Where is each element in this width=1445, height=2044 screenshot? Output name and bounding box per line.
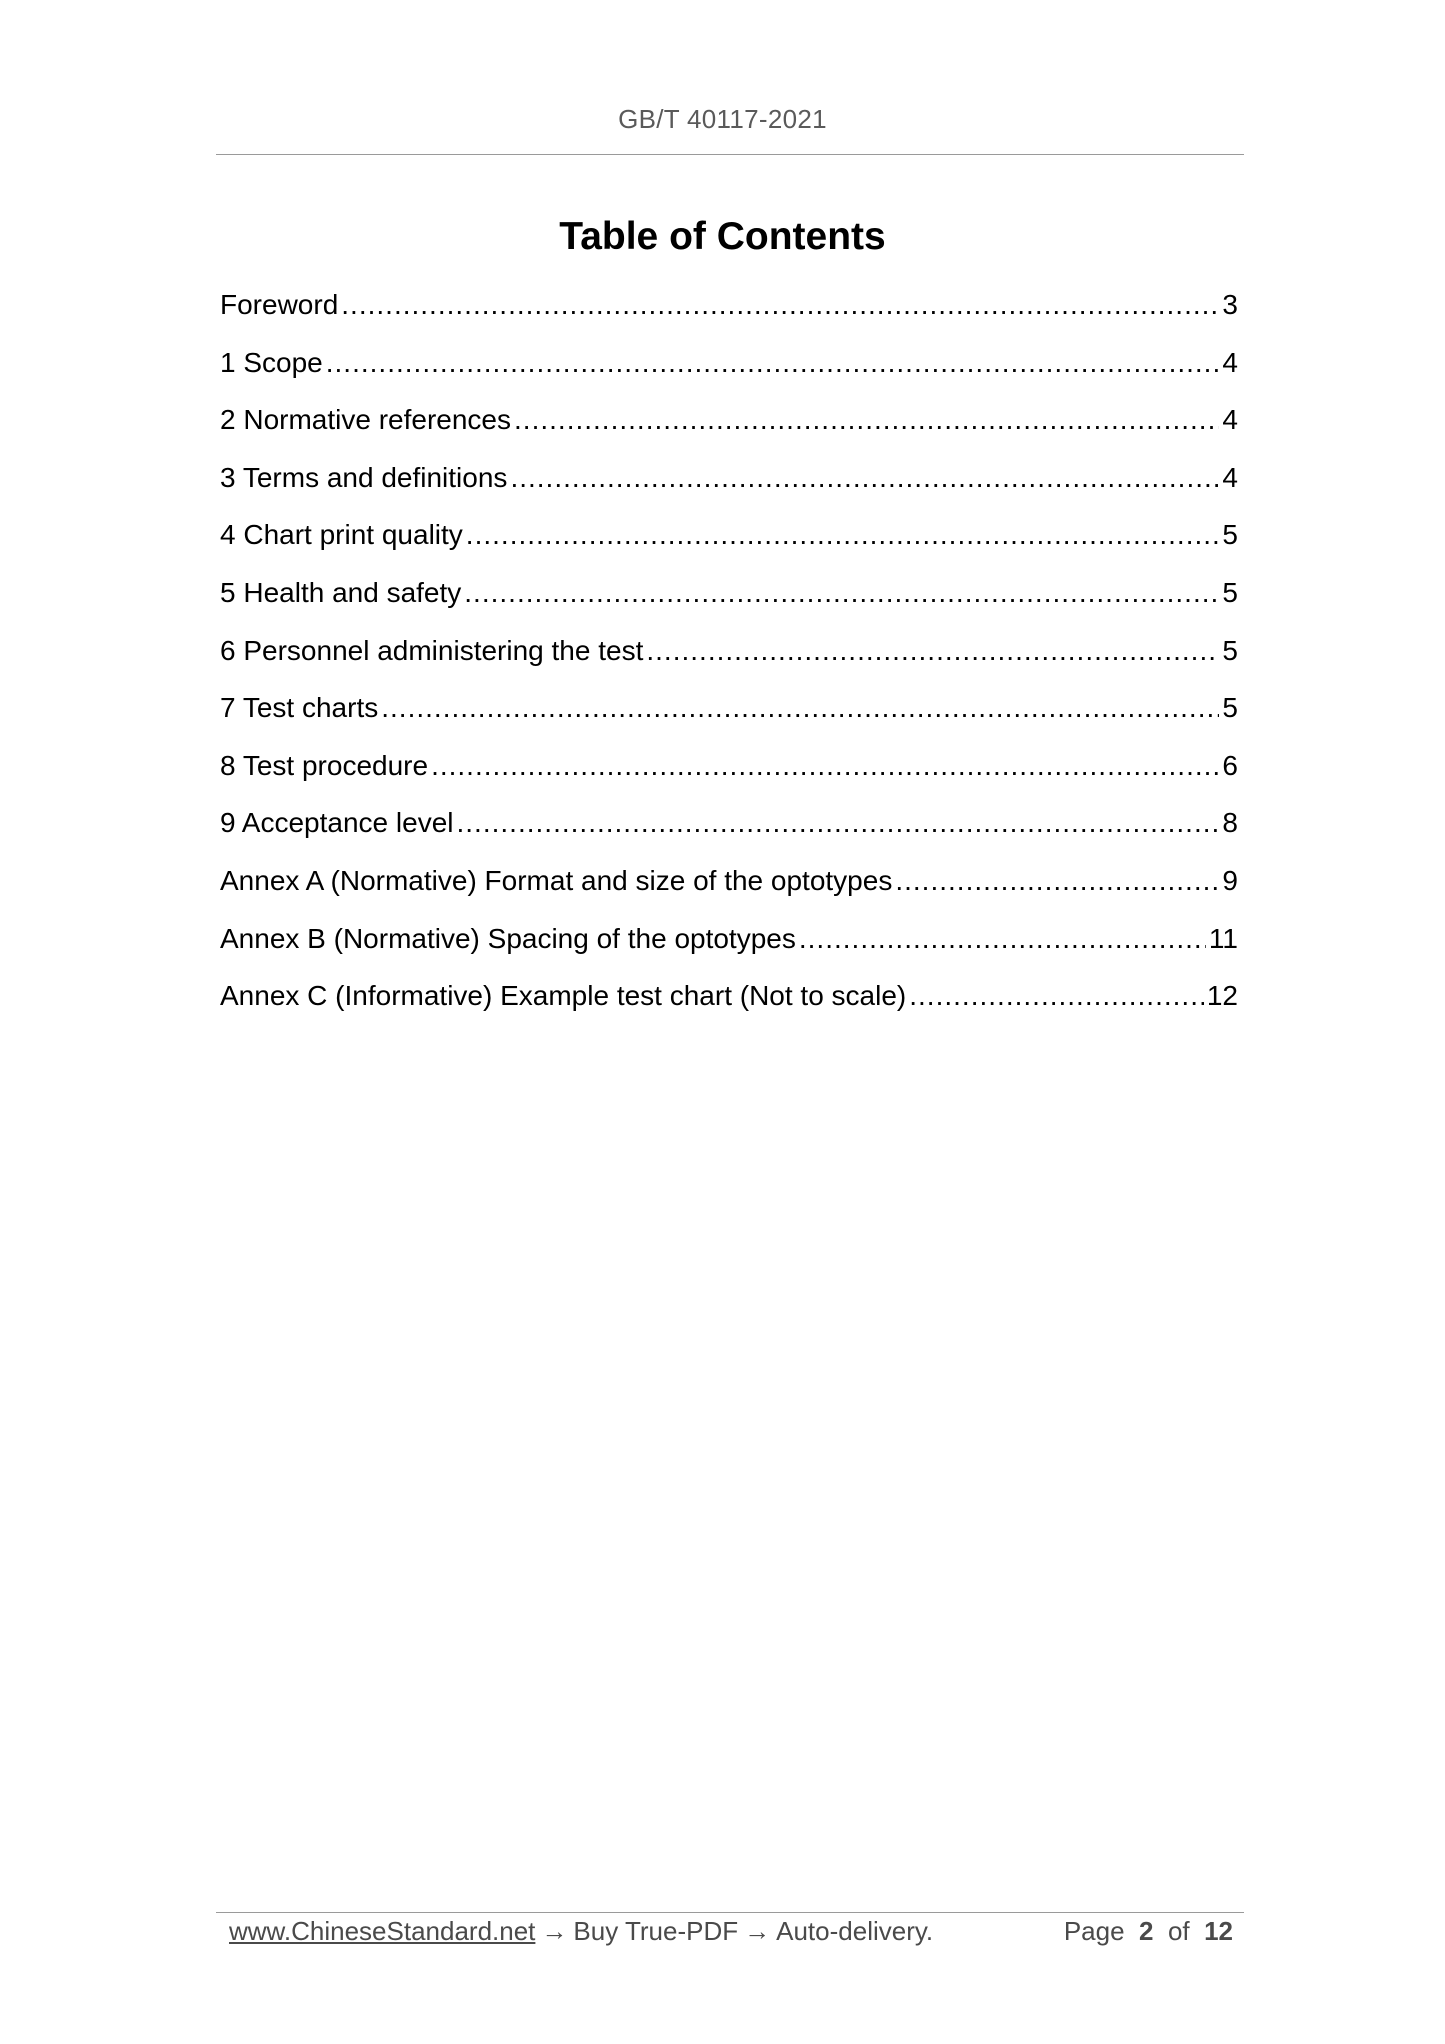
- toc-entry-label: 6 Personnel administering the test: [220, 634, 644, 666]
- toc-dot-leader: [909, 977, 1204, 1015]
- current-page: 2: [1139, 1916, 1154, 1946]
- toc-entry-page: 6: [1222, 749, 1238, 781]
- arrow-right-icon: →: [541, 1916, 568, 1946]
- toc-dot-leader: [464, 574, 1219, 612]
- total-pages: 12: [1204, 1916, 1233, 1946]
- toc-entry-page: 9: [1222, 864, 1238, 896]
- toc-entry-label: 9 Acceptance level: [220, 807, 454, 839]
- toc-entry-chart-print-quality[interactable]: [220, 516, 1238, 574]
- toc-dot-leader: [431, 747, 1219, 785]
- arrow-right-icon: →: [744, 1916, 771, 1946]
- toc-entry-terms-and-definitions[interactable]: [220, 459, 1238, 517]
- toc-dot-leader: [514, 401, 1219, 439]
- toc-entry-normative-references[interactable]: [220, 401, 1238, 459]
- toc-entry-label: 7 Test charts: [220, 692, 379, 724]
- toc-dot-leader: [646, 632, 1219, 670]
- footer-divider: [216, 1912, 1244, 1913]
- toc-entry-label: 1 Scope: [220, 346, 323, 378]
- toc-entry-scope[interactable]: [220, 344, 1238, 402]
- document-id-header: GB/T 40117-2021: [618, 104, 827, 134]
- toc-entry-label: 2 Normative references: [220, 404, 512, 436]
- toc-entry-annex-b[interactable]: [220, 920, 1238, 978]
- toc-dot-leader: [466, 516, 1220, 554]
- toc-entry-personnel[interactable]: [220, 632, 1238, 690]
- toc-entry-test-procedure[interactable]: [220, 747, 1238, 805]
- toc-entry-page: 12: [1206, 980, 1238, 1012]
- toc-list: [220, 286, 1238, 1035]
- toc-entry-test-charts[interactable]: [220, 689, 1238, 747]
- toc-entry-page: 5: [1222, 576, 1238, 608]
- toc-dot-leader: [799, 920, 1206, 958]
- toc-entry-acceptance-level[interactable]: [220, 804, 1238, 862]
- toc-entry-page: 11: [1208, 922, 1238, 954]
- page-word: Page: [1063, 1916, 1125, 1946]
- toc-entry-page: 4: [1222, 461, 1238, 493]
- header-divider: [216, 154, 1244, 155]
- page-footer: [229, 1916, 1233, 1956]
- of-word: of: [1167, 1916, 1190, 1946]
- toc-entry-page: 5: [1222, 634, 1238, 666]
- toc-entry-foreword[interactable]: [220, 286, 1238, 344]
- toc-entry-health-and-safety[interactable]: [220, 574, 1238, 632]
- toc-entry-label: Foreword: [220, 289, 339, 320]
- toc-entry-label: 3 Terms and definitions: [220, 461, 508, 493]
- toc-entry-label: 5 Health and safety: [220, 576, 462, 608]
- toc-dot-leader: [381, 689, 1219, 727]
- toc-dot-leader: [326, 344, 1220, 382]
- toc-entry-page: 8: [1222, 807, 1238, 839]
- toc-entry-label: Annex A (Normative) Format and size of the optotypes: [220, 864, 893, 896]
- toc-entry-page: 5: [1222, 692, 1238, 724]
- toc-dot-leader: [895, 862, 1219, 900]
- toc-title: Table of Contents: [559, 215, 886, 258]
- toc-entry-page: 3: [1222, 289, 1238, 320]
- page-number: [1064, 1916, 1233, 1947]
- toc-dot-leader: [341, 286, 1219, 324]
- toc-entry-label: 4 Chart print quality: [220, 519, 463, 551]
- toc-entry-label: Annex C (Informative) Example test chart (Not to scale): [220, 980, 907, 1012]
- site-link[interactable]: www.ChineseStandard.net: [229, 1916, 536, 1946]
- toc-entry-page: 4: [1222, 404, 1238, 436]
- toc-entry-annex-a[interactable]: [220, 862, 1238, 920]
- toc-entry-page: 4: [1222, 346, 1238, 378]
- toc-entry-label: 8 Test procedure: [220, 749, 429, 781]
- footer-step-delivery: Auto-delivery.: [776, 1916, 934, 1946]
- footer-promo: [229, 1916, 933, 1947]
- toc-entry-page: 5: [1222, 519, 1238, 551]
- toc-dot-leader: [457, 804, 1220, 842]
- footer-step-buy: Buy True-PDF: [573, 1916, 739, 1946]
- toc-entry-label: Annex B (Normative) Spacing of the optotypes: [220, 922, 796, 954]
- toc-dot-leader: [510, 459, 1219, 497]
- toc-entry-annex-c[interactable]: [220, 977, 1238, 1035]
